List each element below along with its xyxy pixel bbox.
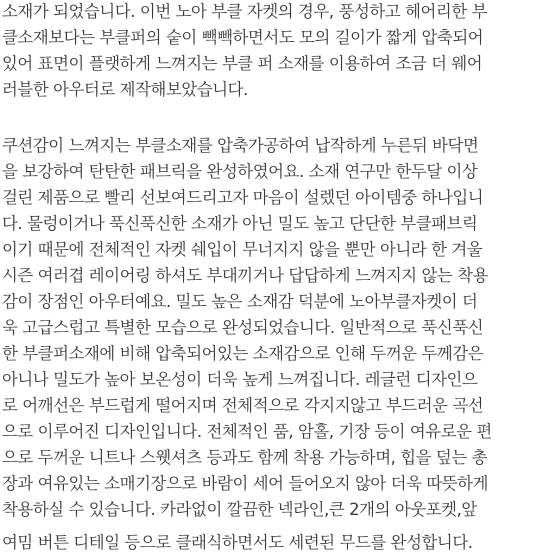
paragraph-2-line-4: 다. 물렁이거나 푹신푹신한 소재가 아닌 밀도 높고 단단한 부클패브릭 bbox=[2, 214, 478, 233]
paragraph-1-line-2: 클소재보다는 부클퍼의 숱이 빽빽하면서도 모의 길이가 짧게 압축되어 bbox=[2, 28, 484, 47]
paragraph-1-line-4: 러블한 아우터로 제작해보았습니다. bbox=[2, 80, 248, 99]
paragraph-2-line-11: 로 어깨선은 부드럽게 떨어지며 전체적으로 각지지않고 부드러운 곡선 bbox=[2, 396, 484, 415]
paragraph-2-line-13: 으로 두꺼운 니트나 스웻셔츠 등과도 함께 착용 가능하며, 힙을 덮는 총 bbox=[2, 448, 488, 467]
paragraph-2-line-3: 걸린 제품으로 빨리 선보여드리고자 마음이 설렜던 아이템중 하나입니 bbox=[2, 188, 484, 207]
paragraph-2-line-5: 이기 때문에 전체적인 자켓 쉐입이 무너지지 않을 뿐만 아니라 한 겨울 bbox=[2, 240, 483, 259]
paragraph-2-line-6: 시즌 여러겹 레이어링 하셔도 부대끼거나 답답하게 느껴지지 않는 착용 bbox=[2, 266, 489, 285]
paragraph-2-line-8: 욱 고급스럽고 특별한 모습으로 완성되었습니다. 일반적으로 푹신푹신 bbox=[2, 318, 484, 337]
paragraph-2-line-15: 착용하실 수 있습니다. 카라없이 깔끔한 넥라인,큰 2개의 아웃포켓,앞 bbox=[2, 500, 477, 519]
paragraph-2-line-12: 으로 이루어진 디자인입니다. 전체적인 품, 암홀, 기장 등이 여유로운 편 bbox=[2, 422, 492, 441]
paragraph-2-line-1: 쿠션감이 느껴지는 부클소재를 압축가공하여 납작하게 누른뒤 바닥면 bbox=[2, 136, 479, 155]
paragraph-2-line-9: 한 부클퍼소재에 비해 압축되어있는 소재감으로 인해 두꺼운 두께감은 bbox=[2, 344, 484, 363]
paragraph-2-line-10: 아니나 밀도가 높아 보온성이 더욱 높게 느껴집니다. 레글런 디자인으 bbox=[2, 370, 478, 389]
paragraph-1-line-3: 있어 표면이 플랫하게 느껴지는 부클 퍼 소재를 이용하여 조금 더 웨어 bbox=[2, 54, 483, 73]
paragraph-2-line-7: 감이 장점인 아우터예요. 밀도 높은 소재감 덕분에 노아부클자켓이 더 bbox=[2, 292, 478, 311]
paragraph-2-line-14: 장과 여유있는 소매기장으로 바람이 세어 들어오지 않아 더욱 따뜻하게 bbox=[2, 474, 489, 493]
paragraph-2-line-16: 여밈 버튼 디테일 등으로 클래식하면서도 세련된 무드를 완성합니다. bbox=[2, 533, 473, 552]
paragraph-1-line-1: 소재가 되었습니다. 이번 노아 부클 자켓의 경우, 풍성하고 헤어리한 부 bbox=[2, 2, 488, 21]
paragraph-2-line-2: 을 보강하여 탄탄한 패브릭을 완성하였어요. 소재 연구만 한두달 이상 bbox=[2, 162, 478, 181]
